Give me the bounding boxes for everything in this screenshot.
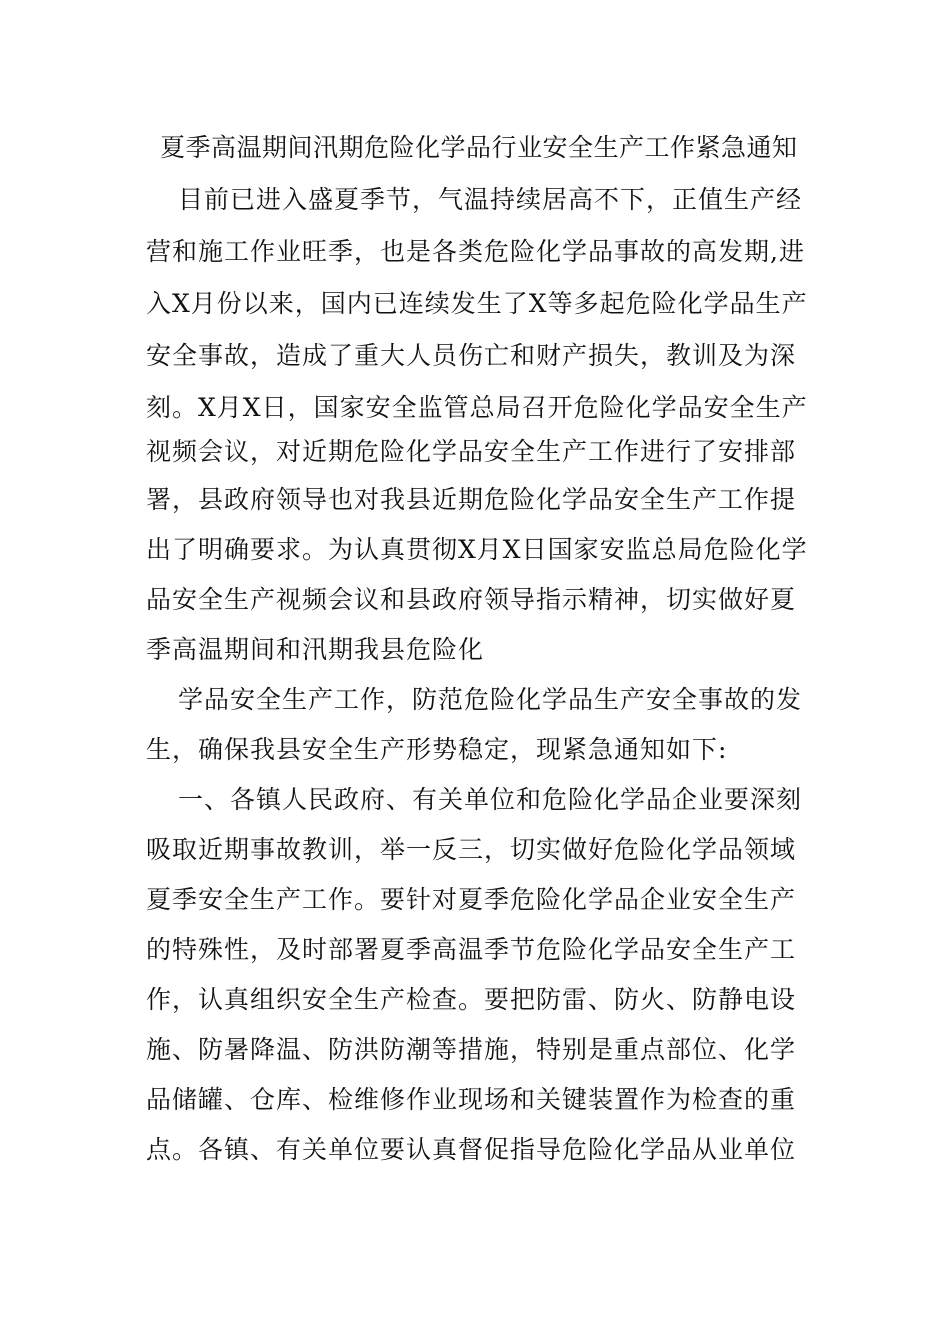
paragraph-line: 入X月份以来，国内已连续发生了X等多起危险化学品生产 (146, 289, 808, 318)
paragraph-line: 出了明确要求。为认真贯彻X月X日国家安监总局危险化学 (146, 535, 808, 564)
paragraph-line: 施、防暑降温、防洪防潮等措施，特别是重点部位、化学 (146, 1035, 797, 1064)
paragraph-line: 季高温期间和汛期我县危险化 (146, 635, 485, 664)
paragraph-line: 学品安全生产工作，防范危险化学品生产安全事故的发 (178, 685, 803, 714)
paragraph-line: 生，确保我县安全生产形势稳定，现紧急通知如下: (146, 735, 728, 764)
paragraph-line: 视频会议，对近期危险化学品安全生产工作进行了安排部 (146, 437, 797, 466)
document-title: 夏季高温期间汛期危险化学品行业安全生产工作紧急通知 (160, 133, 798, 162)
paragraph-line: 署，县政府领导也对我县近期危险化学品安全生产工作提 (146, 485, 797, 514)
paragraph-line: 品安全生产视频会议和县政府领导指示精神，切实做好夏 (146, 585, 797, 614)
paragraph-line: 营和施工作业旺季，也是各类危险化学品事故的高发期,进 (146, 237, 805, 266)
paragraph-line: 的特殊性，及时部署夏季高温季节危险化学品安全生产工 (146, 935, 797, 964)
paragraph-line: 作，认真组织安全生产检查。要把防雷、防火、防静电设 (146, 985, 797, 1014)
paragraph-line: 夏季安全生产工作。要针对夏季危险化学品企业安全生产 (146, 885, 797, 914)
paragraph-line: 一、各镇人民政府、有关单位和危险化学品企业要深刻 (178, 785, 803, 814)
paragraph-line: 品储罐、仓库、检维修作业现场和关键装置作为检查的重 (146, 1085, 797, 1114)
paragraph-line: 刻。X月X日，国家安全监管总局召开危险化学品安全生产 (146, 393, 808, 422)
paragraph-line: 目前已进入盛夏季节，气温持续居高不下，正值生产经 (178, 185, 803, 214)
paragraph-line: 点。各镇、有关单位要认真督促指导危险化学品从业单位 (146, 1135, 797, 1164)
paragraph-line: 安全事故，造成了重大人员伤亡和财产损失，教训及为深 (146, 341, 797, 370)
paragraph-line: 吸取近期事故教训，举一反三，切实做好危险化学品领域 (146, 835, 797, 864)
